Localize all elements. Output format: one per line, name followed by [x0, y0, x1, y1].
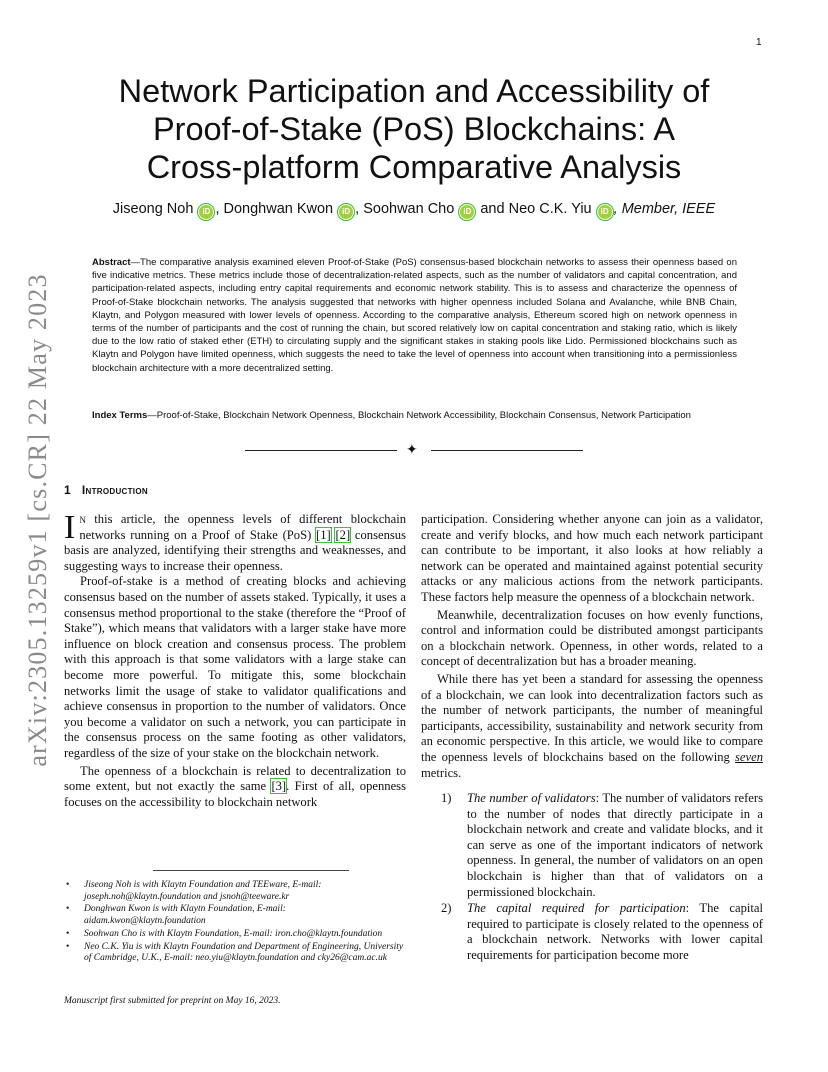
- title-line: Proof-of-Stake (PoS) Blockchains: A: [152, 111, 676, 147]
- section-divider: [245, 443, 583, 459]
- list-number: 1): [441, 791, 452, 806]
- footnote-item: • Jiseong Noh is with Klaytn Foundation and TEEware, E-mail: joseph.noh@klaytn.foundation and jsnoh@teeware.kr: [64, 880, 406, 903]
- paragraph-text: . First of all, openness focuses on the accessibility to blockchain network: [64, 779, 406, 809]
- author-name: and Neo C.K. Yiu: [476, 201, 592, 217]
- section-number: 1: [64, 483, 71, 497]
- title-line: Network Participation and Accessibility of: [118, 73, 710, 109]
- divider-line: [245, 450, 397, 451]
- orcid-icon[interactable]: iD: [339, 205, 353, 219]
- list-item: [421, 791, 763, 900]
- body-paragraph: Proof-of-stake is a method of creating blocks and achieving consensus based on the number of assets staked. Typically, it uses a consensus method proportional to the stake (therefore the “Proof of Stake”), which means that validators with a larger stake have more influence on block creation and consensus process. The problem with this approach is that some validators with a large stake can become more powerful. To mitigate this, some blockchain networks limit the usage of stake to validator qualifications and achieve consensus in proportion to the number of validators. Once you become a validator on such a network, you can participate in the consensus process on the same footing as other validators, regardless of the size of your stake on the blockchain network.: [64, 574, 406, 760]
- body-paragraph: participation. Considering whether anyone can join as a validator, create and verify blocks, and how much each network participant can contribute to be important, it also looks at how reliably a network can be operated and maintained against potential security attacks or any malicious actions from the network participants. These factors help measure the openness of a blockchain network.: [421, 512, 763, 604]
- arxiv-identifier-text: arXiv:2305.13259v1 [cs.CR] 22 May 2023: [23, 273, 52, 767]
- author-name: , Donghwan Kwon: [215, 201, 334, 217]
- orcid-icon[interactable]: iD: [598, 205, 612, 219]
- smallcaps-lead: n: [79, 512, 86, 526]
- footnote-item: • Donghwan Kwon is with Klaytn Foundation, E-mail: aidam.kwon@klaytn.foundation: [64, 904, 406, 927]
- page-number: 1: [756, 37, 762, 48]
- metric-text: : The capital required to participate is closely related to the openness of a blockchain network. Networks with lower capital requirements for participation become more: [467, 901, 763, 963]
- abstract-text: —The comparative analysis examined eleven Proof-of-Stake (PoS) consensus-based blockchain networks to assess their openness based on five indicative metrics. These metrics include those of decentralization-related aspects, such as the number of validators and capital concentration, and participation-related aspects, including entry capital requirements and economic network stability. This is to assess and characterize the openness of Proof-of-Stake blockchain networks. The analysis suggested that networks with higher openness included Solana and Avalanche, while BNB Chain, Klaytn, and Polygon measured with lower levels of openness. According to the comparative analysis, Ethereum scored high on network openness in terms of the number of participants and the cost of running the chain, but scored relatively low on capital concentration and staking ratio, which is likely due to the low ratio of staked ether (ETH) to circulating supply and the significant stakes in staking pools like Lido. Permissioned blockchains such as Klaytn and Polygon have limited openness, which suggests the need to take the level of openness into account when transitioning into a permissionless blockchain architecture with a more decentralized setting.: [92, 257, 737, 374]
- paper-title: [80, 72, 748, 186]
- emphasis: seven: [735, 749, 763, 764]
- title-line: Cross-platform Comparative Analysis: [146, 149, 682, 185]
- section-heading: [64, 483, 148, 497]
- abstract-label: Abstract: [92, 257, 131, 268]
- footnote-rule: [153, 870, 349, 871]
- divider-star-icon: ✦: [406, 443, 418, 458]
- body-paragraph: [64, 764, 406, 811]
- citation-link[interactable]: [3]: [271, 779, 287, 794]
- list-item: [421, 901, 763, 963]
- metric-term: The number of validators: [467, 791, 596, 806]
- index-terms: [92, 409, 737, 422]
- body-paragraph: Meanwhile, decentralization focuses on how evenly functions, control and information could be distributed amongst participants on a blockchain network. Openness, in other words, related to a concept of decentralization but has a broader meaning.: [421, 607, 763, 669]
- author-name: Jiseong Noh: [112, 201, 194, 217]
- author-membership: , Member, IEEE: [613, 201, 716, 217]
- dropcap: I: [64, 509, 76, 546]
- divider-line: [431, 450, 583, 451]
- paragraph-text: While there has yet been a standard for assessing the openness of a blockchain, we can look into decentralization factors such as the number of network participants, the number of meaningful participants, accessibility, sustainability and network security from an economic perspective. In this article, we would like to compare the openness levels of blockchains based on the following: [421, 671, 763, 764]
- abstract: [92, 256, 737, 375]
- right-column: [421, 512, 763, 965]
- index-terms-text: —Proof-of-Stake, Blockchain Network Openness, Blockchain Network Accessibility, Blockchain Consensus, Network Participation: [147, 410, 691, 421]
- metrics-list: [421, 791, 763, 964]
- citation-link[interactable]: [1]: [316, 527, 331, 542]
- list-number: 2): [441, 901, 452, 916]
- author-footnotes: [64, 880, 406, 966]
- intro-paragraph: [64, 509, 406, 574]
- orcid-icon[interactable]: iD: [460, 205, 474, 219]
- section-title: Introduction: [81, 483, 148, 497]
- paragraph-text: The openness of a blockchain is related to decentralization to some extent, but not exactly the same: [64, 763, 406, 794]
- author-name: , Soohwan Cho: [355, 201, 455, 217]
- paragraph-text: consensus basis are analyzed, identifying their strengths and weaknesses, and suggesting ways to increase their openness.: [64, 527, 406, 573]
- author-list: [60, 201, 768, 219]
- manuscript-note: Manuscript first submitted for preprint on May 16, 2023.: [64, 996, 281, 1006]
- metric-term: The capital required for participation: [467, 901, 686, 916]
- body-paragraph: [421, 672, 763, 781]
- footnote-item: • Neo C.K. Yiu is with Klaytn Foundation and Department of Engineering, University of Cambridge, U.K., E-mail: neo.yiu@klaytn.foundation and cky26@cam.ac.uk: [64, 942, 406, 965]
- orcid-icon[interactable]: iD: [199, 205, 213, 219]
- left-column: [64, 509, 406, 810]
- metric-text: : The number of validators refers to the number of nodes that directly participate in a blockchain network and create and validate blocks, and it can serve as one of the important indicators of network openness. In general, the number of validators on an open blockchain is higher than that of validators on a permissioned blockchain.: [467, 791, 763, 899]
- citation-link[interactable]: [2]: [335, 527, 351, 542]
- paragraph-text: metrics.: [421, 765, 462, 780]
- paragraph-text: this article, the openness levels of different blockchain networks running on a Proof of Stake (PoS): [79, 512, 406, 542]
- footnote-item: • Soohwan Cho is with Klaytn Foundation, E-mail: iron.cho@klaytn.foundation: [64, 929, 406, 941]
- index-terms-label: Index Terms: [92, 410, 148, 421]
